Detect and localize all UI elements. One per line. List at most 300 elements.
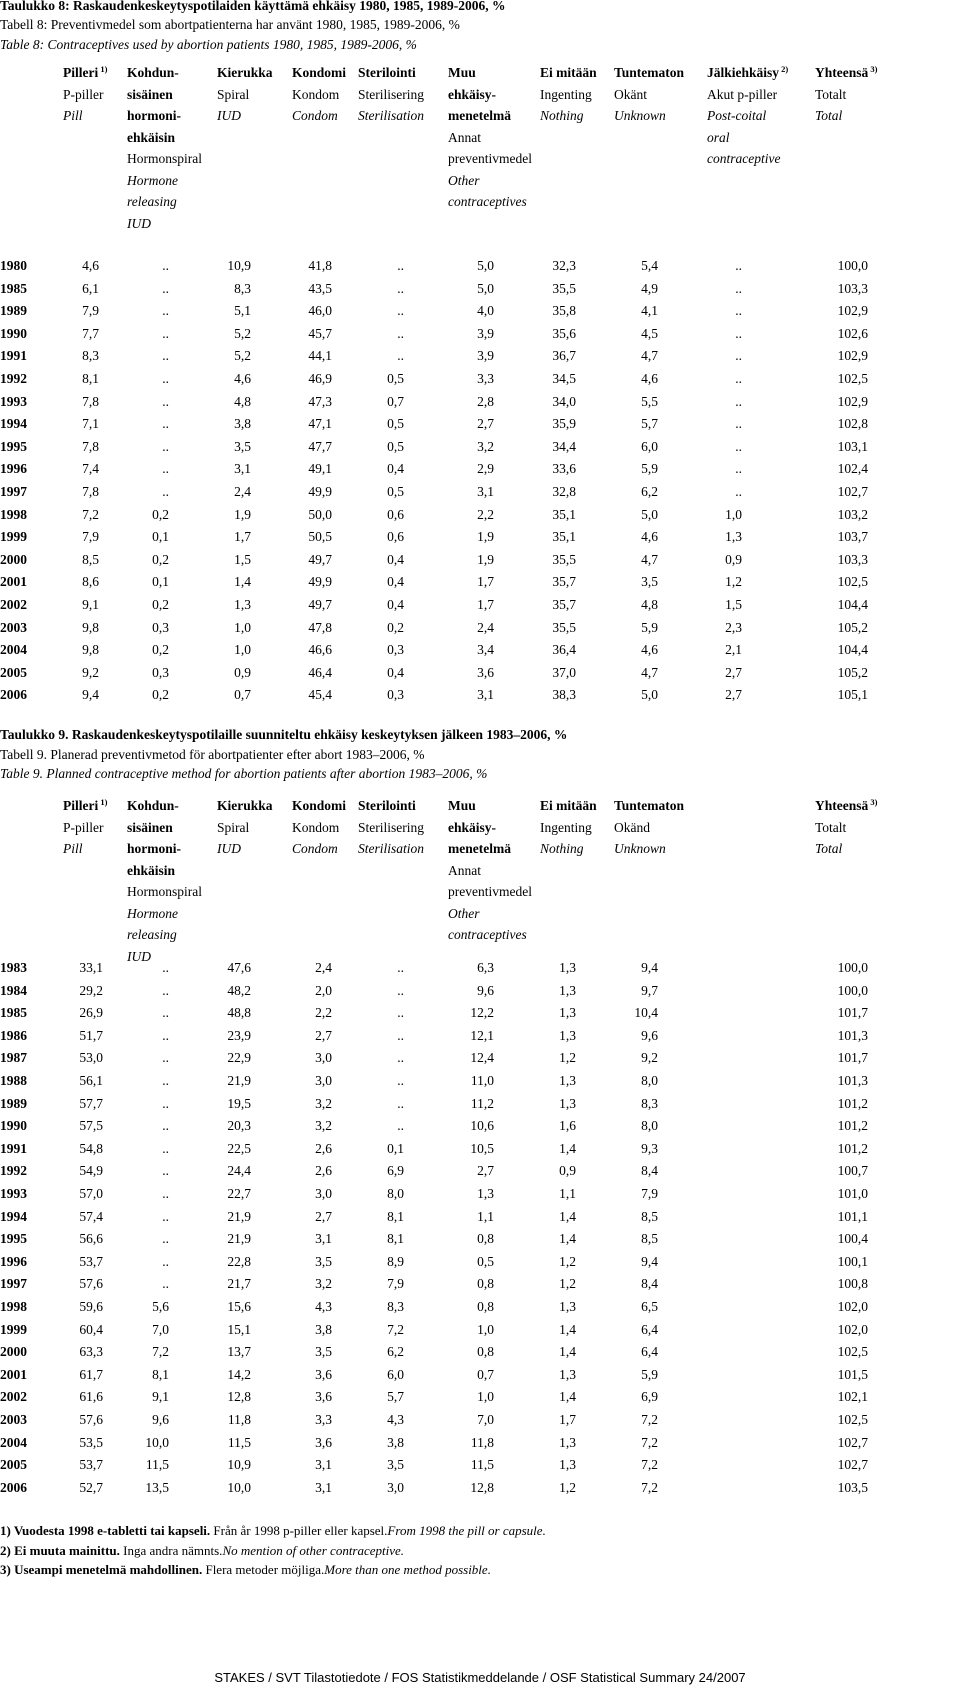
table-cell: 56,1 — [79, 1073, 103, 1088]
row-year: 2000 — [0, 1344, 27, 1360]
table-row — [0, 1344, 960, 1368]
column-header-line: preventivmedel — [448, 151, 532, 166]
column-header — [358, 62, 424, 127]
table-cell: 49,9 — [308, 484, 332, 499]
table-cell: .. — [162, 1005, 169, 1021]
table-cell: 102,6 — [837, 325, 868, 341]
table-cell: 57,4 — [79, 1208, 103, 1224]
row-year: 1990 — [0, 325, 27, 341]
table-cell: 1,3 — [725, 529, 742, 545]
table-cell: 6,0 — [641, 438, 658, 454]
column-header — [815, 795, 877, 860]
column-header-line: Jälkiehkäisy $^{2)}$ — [707, 64, 789, 80]
table-cell: 9,4 — [82, 687, 99, 703]
row-year: 1989 — [0, 303, 27, 319]
column-header-line: Totalt — [815, 819, 847, 835]
table-row — [0, 1073, 960, 1097]
table-cell: .. — [162, 1118, 169, 1134]
table-cell: 104,4 — [837, 597, 868, 612]
table-row — [0, 394, 960, 418]
row-year: 1996 — [0, 461, 27, 477]
table-cell: 8,1 — [387, 1231, 404, 1247]
table9-title-en: Table 9. Planned contraceptive method for abortion patients after abortion 1983–2006, % — [0, 766, 488, 781]
table-row — [0, 1231, 960, 1255]
table-cell: 1,4 — [559, 1389, 576, 1405]
row-year: 2005 — [0, 664, 27, 680]
table-cell: 10,0 — [145, 1434, 169, 1450]
column-header-line: Post-coital — [707, 108, 767, 123]
column-header — [292, 795, 346, 860]
table-cell: 7,2 — [387, 1321, 404, 1337]
column-header-line: Ei mitään — [540, 65, 597, 80]
table-cell: 0,2 — [152, 597, 169, 612]
column-header-line: Kierukka — [217, 798, 273, 813]
table-cell: 4,6 — [641, 529, 658, 545]
column-header-line: releasing — [127, 194, 177, 209]
column-header-line: Condom — [292, 841, 338, 856]
column-header-line: P-piller — [63, 819, 104, 835]
table-cell: 101,3 — [837, 1073, 868, 1088]
table-cell: 0,3 — [387, 687, 404, 703]
table-cell: .. — [162, 1095, 169, 1111]
table-cell: 22,7 — [227, 1186, 251, 1201]
table-cell: 5,6 — [152, 1299, 169, 1314]
table-cell: 2,6 — [315, 1140, 332, 1156]
table-cell: 9,2 — [82, 664, 99, 680]
table-cell: 0,8 — [477, 1344, 494, 1360]
table-cell: .. — [162, 303, 169, 319]
table-cell: 6,3 — [477, 960, 494, 975]
table-row — [0, 281, 960, 305]
column-header-line: Kierukka — [217, 65, 273, 80]
table-cell: 1,2 — [559, 1253, 576, 1269]
table-cell: 8,3 — [82, 348, 99, 364]
table-cell: 9,2 — [641, 1050, 658, 1066]
table-cell: 1,1 — [559, 1186, 576, 1201]
row-year: 1999 — [0, 1321, 27, 1337]
table-cell: 7,4 — [82, 461, 99, 477]
table-cell: 5,0 — [641, 506, 658, 522]
column-header-line: Okänt — [614, 86, 647, 102]
table-cell: 3,6 — [315, 1389, 332, 1405]
column-header-line: Nothing — [540, 108, 584, 123]
table-cell: .. — [162, 1231, 169, 1247]
table-cell: 1,4 — [559, 1231, 576, 1247]
column-header-line: Hormonspiral — [127, 884, 202, 899]
table-cell: 9,4 — [641, 1253, 658, 1269]
column-header — [448, 62, 532, 213]
table-row — [0, 1118, 960, 1142]
table-cell: 1,7 — [477, 574, 494, 590]
table-cell: 8,1 — [387, 1208, 404, 1224]
table-cell: 3,5 — [315, 1344, 332, 1360]
table-cell: 4,6 — [641, 642, 658, 658]
table-cell: 1,3 — [559, 1073, 576, 1088]
table-cell: 35,8 — [552, 303, 576, 319]
table-cell: 9,1 — [152, 1389, 169, 1405]
footnote-en: More than one method possible. — [324, 1562, 491, 1577]
table-cell: 0,1 — [387, 1140, 404, 1156]
table-cell: 2,4 — [477, 619, 494, 635]
table-cell: 0,3 — [152, 664, 169, 680]
table-cell: 11,2 — [470, 1095, 494, 1111]
column-header-line: hormoni- — [127, 841, 181, 856]
table-cell: 41,8 — [308, 258, 332, 273]
row-year: 1990 — [0, 1118, 27, 1134]
table-cell: 4,7 — [641, 348, 658, 364]
table-cell: 4,1 — [641, 303, 658, 319]
table-cell: 1,3 — [477, 1186, 494, 1201]
row-year: 1993 — [0, 1186, 27, 1201]
row-year: 1995 — [0, 1231, 27, 1247]
table-cell: 1,4 — [559, 1208, 576, 1224]
column-header-line: Muu — [448, 798, 476, 813]
table-row — [0, 1209, 960, 1233]
table-cell: 8,0 — [387, 1186, 404, 1201]
row-year: 1991 — [0, 348, 27, 364]
table-cell: 7,9 — [387, 1276, 404, 1292]
table-cell: 6,4 — [641, 1321, 658, 1337]
table-cell: 100,8 — [837, 1276, 868, 1292]
table-row — [0, 1435, 960, 1459]
footnote-ref: 1) — [98, 64, 108, 74]
table-cell: 6,9 — [641, 1389, 658, 1405]
table-cell: 3,4 — [477, 642, 494, 658]
row-year: 2000 — [0, 551, 27, 567]
table-cell: 102,7 — [837, 1434, 868, 1450]
table-row — [0, 461, 960, 485]
table-cell: 8,3 — [387, 1299, 404, 1314]
table-cell: 0,9 — [559, 1163, 576, 1179]
table-cell: 5,0 — [477, 280, 494, 296]
table-cell: 4,3 — [387, 1412, 404, 1427]
table-cell: .. — [397, 1050, 404, 1066]
table-cell: 103,2 — [837, 506, 868, 522]
table-cell: 1,3 — [234, 597, 251, 612]
table-row — [0, 258, 960, 282]
table-row — [0, 326, 960, 350]
table-cell: 103,3 — [837, 551, 868, 567]
table-cell: 12,2 — [470, 1005, 494, 1021]
table-cell: 8,4 — [641, 1276, 658, 1292]
table-cell: 10,6 — [470, 1118, 494, 1134]
table-cell: 100,7 — [837, 1163, 868, 1179]
table-row — [0, 1367, 960, 1391]
column-header — [217, 795, 273, 860]
table-row — [0, 1050, 960, 1074]
table-cell: 1,3 — [559, 982, 576, 998]
footnote-sv: Flera metoder möjliga. — [202, 1562, 325, 1577]
table-cell: 2,3 — [725, 619, 742, 635]
column-header-line: Kondom — [292, 86, 340, 102]
table-cell: 8,0 — [641, 1118, 658, 1134]
table-cell: 0,8 — [477, 1276, 494, 1292]
column-header-line: Kondomi — [292, 798, 347, 813]
table-cell: 7,2 — [152, 1344, 169, 1360]
table-cell: 0,2 — [387, 619, 404, 635]
table-cell: 21,9 — [227, 1073, 251, 1088]
table-cell: 0,9 — [725, 551, 742, 567]
table-cell: 5,9 — [641, 619, 658, 635]
table-cell: 5,2 — [234, 348, 251, 364]
column-header-line: Ingenting — [540, 819, 592, 835]
table-cell: 3,5 — [387, 1457, 404, 1473]
table-cell: 53,7 — [79, 1253, 103, 1269]
column-header-line: contraceptives — [448, 194, 527, 209]
table-cell: 3,5 — [641, 574, 658, 590]
column-header-line: P-piller — [63, 86, 104, 102]
table-cell: 3,2 — [315, 1118, 332, 1134]
table-cell: .. — [162, 325, 169, 341]
table-cell: 102,7 — [837, 1457, 868, 1473]
table-cell: 3,2 — [315, 1095, 332, 1111]
column-header-line: IUD — [217, 108, 241, 123]
row-year: 1992 — [0, 1163, 27, 1179]
table-cell: 12,8 — [227, 1389, 251, 1405]
table-row — [0, 303, 960, 327]
table-cell: .. — [397, 1005, 404, 1021]
column-header-line: releasing — [127, 927, 177, 942]
table-cell: 10,9 — [227, 1457, 251, 1473]
table-cell: 10,5 — [470, 1140, 494, 1156]
table-cell: 0,5 — [477, 1253, 494, 1269]
table-cell: 8,4 — [641, 1163, 658, 1179]
table-cell: 102,5 — [837, 1344, 868, 1360]
table-cell: 6,4 — [641, 1344, 658, 1360]
table-cell: 1,3 — [559, 1366, 576, 1382]
table-row — [0, 1028, 960, 1052]
table-cell: .. — [162, 258, 169, 273]
table-cell: .. — [397, 280, 404, 296]
table-cell: 0,2 — [152, 642, 169, 658]
table-row — [0, 642, 960, 666]
footnote-ref: 2) — [779, 64, 789, 74]
column-header-line: Annat — [448, 862, 481, 878]
table-cell: 102,9 — [837, 303, 868, 319]
table-cell: 1,0 — [725, 506, 742, 522]
table-cell: .. — [162, 1027, 169, 1043]
table-cell: 1,2 — [559, 1479, 576, 1495]
table-cell: 4,7 — [641, 551, 658, 567]
column-header-line: Totalt — [815, 86, 847, 102]
table-row — [0, 960, 960, 984]
table-cell: 57,5 — [79, 1118, 103, 1134]
table-cell: .. — [162, 1163, 169, 1179]
table-cell: 0,4 — [387, 551, 404, 567]
table-cell: 5,2 — [234, 325, 251, 341]
table-cell: 35,5 — [552, 619, 576, 635]
table-cell: 15,6 — [227, 1299, 251, 1314]
table-row — [0, 1389, 960, 1413]
table-cell: 9,1 — [82, 597, 99, 612]
table-cell: 1,7 — [234, 529, 251, 545]
table-cell: 1,7 — [559, 1412, 576, 1427]
column-header-line: Hormone — [127, 172, 178, 188]
table-cell: 100,4 — [837, 1231, 868, 1247]
table-cell: 7,0 — [152, 1321, 169, 1337]
table-cell: 12,1 — [470, 1027, 494, 1043]
table8-title-fi: Taulukko 8: Raskaudenkeskeytyspotilaiden käyttämä ehkäisy 1980, 1985, 1989-2006, % — [0, 0, 506, 13]
table-cell: 1,2 — [559, 1276, 576, 1292]
table-cell: 46,0 — [308, 303, 332, 319]
table-row — [0, 1141, 960, 1165]
table-cell: .. — [735, 484, 742, 499]
column-header-line: Tuntematon — [614, 65, 685, 80]
table-cell: 21,7 — [227, 1276, 251, 1292]
footnote-fi: 1) Vuodesta 1998 e-tabletti tai kapseli. — [0, 1523, 211, 1538]
row-year: 2006 — [0, 1479, 27, 1495]
footnote — [0, 1523, 546, 1539]
table-row — [0, 574, 960, 598]
row-year: 1994 — [0, 416, 27, 432]
table-cell: 7,0 — [477, 1412, 494, 1427]
row-year: 1997 — [0, 1276, 27, 1292]
table-cell: 20,3 — [227, 1118, 251, 1134]
table-cell: 105,2 — [837, 619, 868, 635]
table-cell: .. — [162, 461, 169, 477]
table-cell: 5,9 — [641, 1366, 658, 1382]
table-cell: 0,3 — [387, 642, 404, 658]
column-header-line: Annat — [448, 129, 481, 145]
column-header-line: Kohdun- — [127, 65, 179, 80]
table-cell: 101,2 — [837, 1140, 868, 1156]
table-cell: 3,0 — [315, 1186, 332, 1201]
table-cell: 7,2 — [82, 506, 99, 522]
table-cell: 9,6 — [641, 1027, 658, 1043]
column-header-line: ehkäisin — [127, 862, 176, 878]
table-cell: 57,6 — [79, 1412, 103, 1427]
table-cell: 32,3 — [552, 258, 576, 273]
table-cell: 3,3 — [477, 371, 494, 386]
column-header-line: Total — [815, 841, 843, 856]
table-cell: 102,4 — [837, 461, 868, 477]
footnote-sv: Inga andra nämnts. — [119, 1542, 223, 1558]
column-header-line: Kondomi — [292, 65, 347, 80]
column-header — [127, 62, 202, 234]
column-header-line: Ei mitään — [540, 798, 597, 813]
column-header-line: Muu — [448, 65, 476, 80]
table-cell: 3,8 — [234, 416, 251, 432]
table-cell: 63,3 — [79, 1344, 103, 1360]
table-cell: 1,3 — [559, 1095, 576, 1111]
table-row — [0, 1412, 960, 1436]
table-cell: 46,9 — [308, 371, 332, 386]
table-cell: 102,0 — [837, 1321, 868, 1337]
table-cell: 1,0 — [477, 1321, 494, 1337]
column-header — [292, 62, 346, 127]
table-cell: 9,8 — [82, 619, 99, 635]
table-cell: 14,2 — [227, 1366, 251, 1382]
row-year: 1980 — [0, 258, 27, 273]
table-cell: 1,6 — [559, 1118, 576, 1134]
table-cell: 48,8 — [227, 1005, 251, 1021]
table-cell: .. — [162, 1050, 169, 1066]
column-header-line: IUD — [217, 841, 241, 856]
table-cell: .. — [162, 416, 169, 432]
row-year: 2004 — [0, 642, 27, 658]
table-cell: 35,7 — [552, 574, 576, 590]
table-cell: 3,5 — [234, 438, 251, 454]
table-cell: 34,5 — [552, 371, 576, 386]
table-cell: 53,7 — [79, 1457, 103, 1473]
column-header-line: Other — [448, 905, 480, 921]
column-header-line: Tuntematon — [614, 798, 685, 813]
table-cell: 35,5 — [552, 280, 576, 296]
footnote — [0, 1562, 491, 1578]
table-cell: 0,4 — [387, 597, 404, 612]
table-cell: 0,7 — [477, 1366, 494, 1382]
table-cell: 21,9 — [227, 1231, 251, 1247]
column-header-line: sisäinen — [127, 86, 173, 102]
table-cell: 5,0 — [641, 687, 658, 703]
table-cell: 3,6 — [315, 1434, 332, 1450]
table-cell: 15,1 — [227, 1321, 251, 1337]
table-cell: .. — [162, 393, 169, 409]
table-cell: .. — [162, 1186, 169, 1201]
table-cell: 57,0 — [79, 1186, 103, 1201]
table-cell: 0,6 — [387, 529, 404, 545]
table-cell: 2,4 — [315, 960, 332, 975]
column-header-line: Sterilisering — [358, 86, 424, 102]
table-cell: .. — [397, 982, 404, 998]
row-year: 1991 — [0, 1140, 27, 1156]
table-cell: 6,2 — [641, 484, 658, 499]
row-year: 1985 — [0, 1005, 27, 1021]
table-cell: 2,7 — [477, 416, 494, 432]
table-row — [0, 1457, 960, 1481]
page-footer: STAKES / SVT Tilastotiedote / FOS Statistikmeddelande / OSF Statistical Summary 24/2007 — [214, 1670, 746, 1685]
table-cell: 3,5 — [315, 1253, 332, 1269]
column-header — [358, 795, 424, 860]
table-cell: 1,9 — [477, 529, 494, 545]
table-cell: 6,1 — [82, 280, 99, 296]
table-cell: 1,5 — [234, 551, 251, 567]
table-cell: 5,9 — [641, 461, 658, 477]
table-cell: 4,8 — [234, 393, 251, 409]
table-cell: 6,9 — [387, 1163, 404, 1179]
table-cell: 1,1 — [477, 1208, 494, 1224]
table-cell: 3,6 — [477, 664, 494, 680]
table-cell: .. — [162, 1276, 169, 1292]
table-cell: 22,9 — [227, 1050, 251, 1066]
table-cell: 1,3 — [559, 1027, 576, 1043]
table-cell: .. — [397, 1027, 404, 1043]
table-cell: 35,1 — [552, 529, 576, 545]
table-cell: 9,4 — [641, 960, 658, 975]
table-cell: 4,7 — [641, 664, 658, 680]
column-header-line: Sterilointi — [358, 798, 416, 813]
column-header-line: ehkäisy- — [448, 819, 497, 835]
column-header — [540, 795, 597, 860]
table-cell: 49,9 — [308, 574, 332, 590]
table-cell: 3,1 — [315, 1231, 332, 1247]
column-header — [815, 62, 877, 127]
table-cell: 21,9 — [227, 1208, 251, 1224]
table-cell: 1,9 — [477, 551, 494, 567]
column-header-line: contraceptive — [707, 151, 781, 166]
table-cell: 11,5 — [145, 1457, 169, 1473]
table-cell: 50,5 — [308, 529, 332, 545]
row-year: 1985 — [0, 280, 27, 296]
table-cell: 0,8 — [477, 1299, 494, 1314]
table-cell: 37,0 — [552, 664, 576, 680]
table-cell: 0,2 — [152, 551, 169, 567]
table-cell: 100,0 — [837, 960, 868, 975]
column-header-line: Hormonspiral — [127, 151, 202, 166]
table-cell: 2,7 — [725, 664, 742, 680]
column-header — [63, 795, 107, 860]
column-header-line: Unknown — [614, 108, 666, 123]
